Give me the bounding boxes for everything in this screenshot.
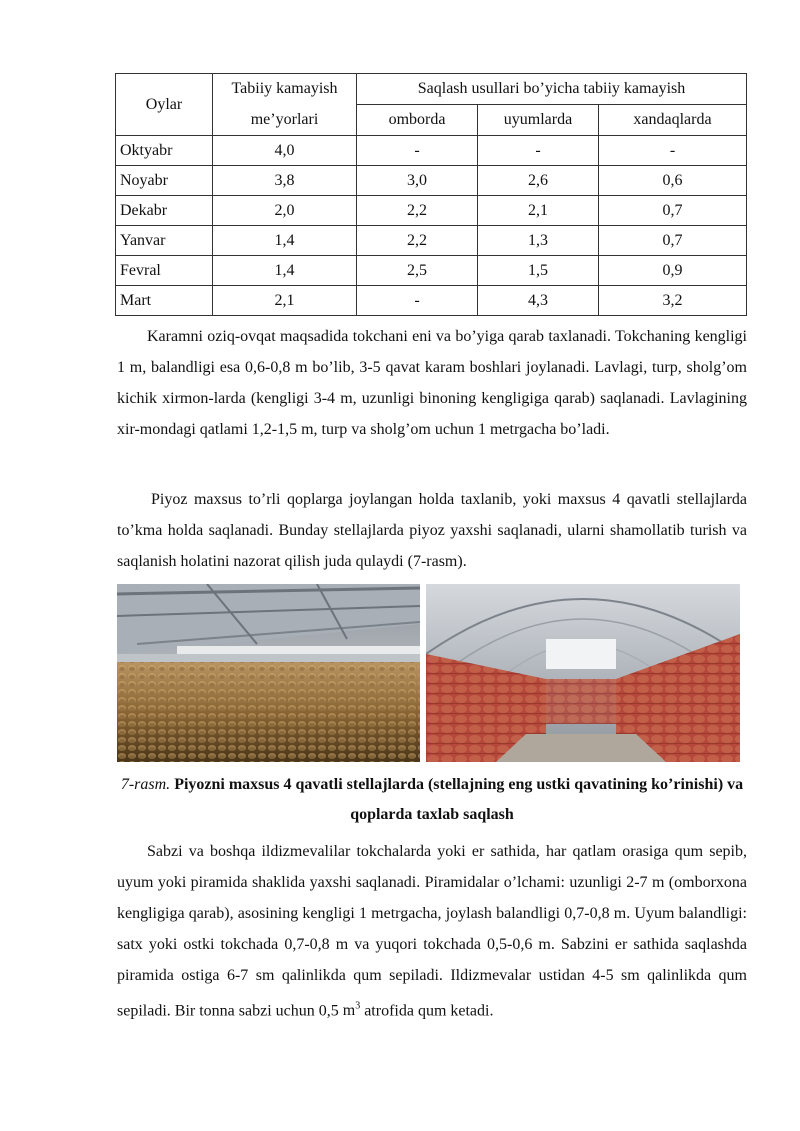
header-piles: uyumlarda: [478, 105, 599, 136]
trenches-cell: 0,7: [599, 226, 747, 256]
header-trenches: xandaqlarda: [599, 105, 747, 136]
month-cell: Noyabr: [116, 166, 213, 196]
figure-caption-text: Piyozni maxsus 4 qavatli stellajlarda (stellajning eng ustki qavatining ko’rinishi) va qoplarda taxlab saqlash: [174, 776, 744, 823]
figure-caption: [117, 770, 747, 830]
header-warehouse: omborda: [357, 105, 478, 136]
table-row: [116, 136, 747, 166]
paragraph-carrot-storage: [117, 836, 747, 1026]
trenches-cell: 3,2: [599, 286, 747, 316]
norm-cell: 3,8: [213, 166, 357, 196]
piles-cell: 4,3: [478, 286, 599, 316]
paragraph-onion-storage: Piyoz maxsus to’rli qoplarga joylangan holda taxlanib, yoki maxsus 4 qavatli stellajlarda to’kma holda saqlanadi. Bunday stellajlarda piyoz yaxshi saqlanadi, ularni shamollatib turish va saqlanish holatini nazorat qilish juda qulaydi (7-rasm).: [117, 491, 747, 570]
figure-photos: [117, 584, 740, 762]
warehouse-cell: 2,2: [357, 196, 478, 226]
month-cell: Fevral: [116, 256, 213, 286]
norm-cell: 1,4: [213, 226, 357, 256]
header-norms-line2: me’yorlari: [213, 105, 357, 136]
norm-cell: 2,0: [213, 196, 357, 226]
header-norms-line1: Tabiiy kamayish: [213, 74, 357, 105]
trenches-cell: 0,6: [599, 166, 747, 196]
norm-cell: 4,0: [213, 136, 357, 166]
piles-cell: 1,3: [478, 226, 599, 256]
warehouse-cell: 3,0: [357, 166, 478, 196]
paragraph-cabbage-storage: Karamni oziq-ovqat maqsadida tokchani eni va bo’yiga qarab taxlanadi. Tokchaning kengligi 1 m, balandligi esa 0,6-0,8 m bo’lib, 3-5 qavat karam boshlari joylanadi. Lavlagi, turp, sholg’om kichik xirmon-larda (kengligi 3-4 m, uzunligi binoning kengligiga qarab) saqlanadi. Lavlagining xir-mondagi qatlami 1,2-1,5 m, turp va sholg’om uchun 1 metrgacha bo’ladi.: [117, 328, 747, 438]
warehouse-cell: 2,5: [357, 256, 478, 286]
header-methods: Saqlash usullari bo’yicha tabiiy kamayish: [357, 74, 747, 105]
paragraph-carrot-text: Sabzi va boshqa ildizmevalilar tokchalarda yoki er sathida, har qatlam orasiga qum sepib, uyum yoki piramida shaklida yaxshi saqlanadi. Piramidalar o’lchami: uzunligi 2-7 m (omborxona kengligiga qarab), asosining kengligi 1 metrgacha, joylash balandligi 0,7-0,8 m. Uyum balandligi: satx yoki ostki tokchada 0,7-0,8 m va yuqori tokchada 0,5-0,6 m. Sabzini er sathida saqlashda piramida ostiga 6-7 sm qalinlikda qum sepiladi. Ildizmevalar ustidan 4-5 sm qalinlikda qum sepiladi. Bir tonna sabzi uchun 0,5: [117, 843, 747, 1020]
piles-cell: 1,5: [478, 256, 599, 286]
trenches-cell: 0,9: [599, 256, 747, 286]
piles-cell: 2,6: [478, 166, 599, 196]
trenches-cell: -: [599, 136, 747, 166]
table-row: [116, 256, 747, 286]
norm-cell: 2,1: [213, 286, 357, 316]
warehouse-cell: 2,2: [357, 226, 478, 256]
table-row: [116, 226, 747, 256]
paragraph-carrot-end: atrofida qum ketadi.: [360, 1002, 494, 1020]
figure-number: 7-rasm.: [120, 776, 171, 793]
table-row: [116, 196, 747, 226]
month-cell: Dekabr: [116, 196, 213, 226]
table-row: [116, 286, 747, 316]
month-cell: Mart: [116, 286, 213, 316]
month-cell: Yanvar: [116, 226, 213, 256]
month-cell: Oktyabr: [116, 136, 213, 166]
header-months: Oylar: [116, 74, 213, 136]
trenches-cell: 0,7: [599, 196, 747, 226]
norm-cell: 1,4: [213, 256, 357, 286]
piles-cell: -: [478, 136, 599, 166]
table-row: [116, 166, 747, 196]
photo-onion-shelves: [117, 584, 420, 762]
storage-loss-table: [115, 73, 747, 316]
warehouse-cell: -: [357, 136, 478, 166]
photo-onion-sacks: [426, 584, 740, 762]
unit-cubic-meter: $m^3$: [342, 1001, 361, 1020]
warehouse-cell: -: [357, 286, 478, 316]
piles-cell: 2,1: [478, 196, 599, 226]
